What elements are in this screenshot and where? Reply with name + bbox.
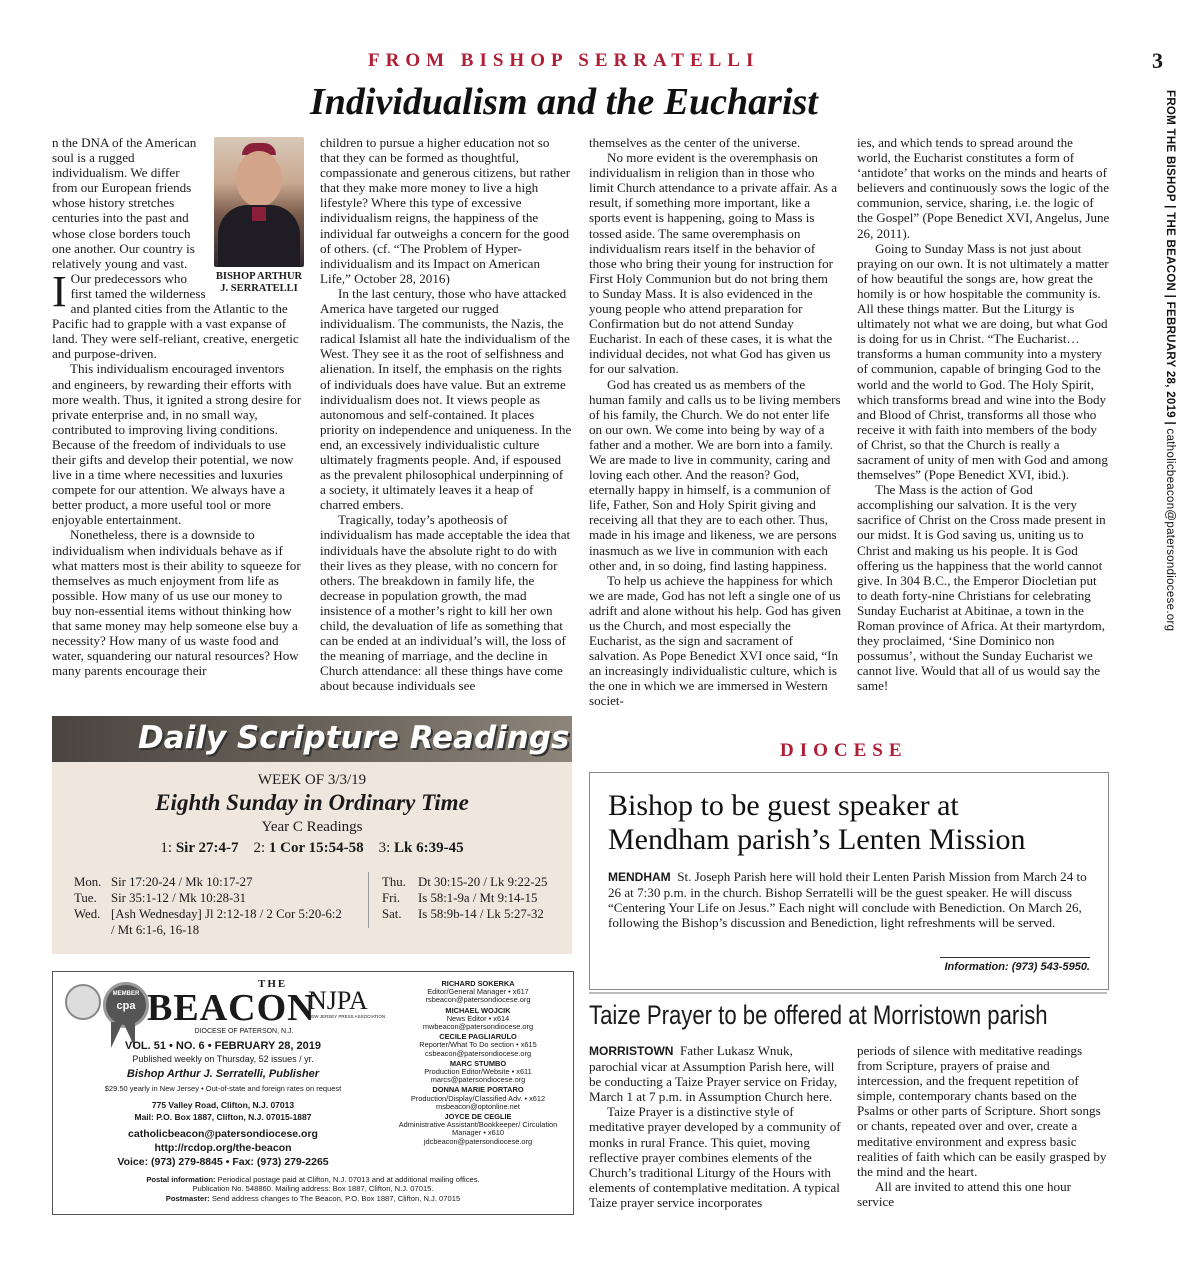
weekday-readings-left [74, 874, 364, 938]
taize-paragraph: MORRISTOWN Father Lukasz Wnuk, parochial vicar at Assumption Parish here, will be conducting a Taize Prayer service on Friday, March 1 at 7 p.m. in Assumption Church here. [589, 1043, 838, 1105]
article-paragraph: Going to Sunday Mass is not just about praying on our own. It is not ultimately a matter of how beautiful the songs are, how great the homily is or how hospitable the community is. All these things matter. But the Liturgy is ultimately not what we are doing, but what God is doing for us in Christ. “The Eucharist…transforms a human community into a mystery of communion, capable of bringing God to the world and the world to God. The Holy Spirit, which transforms bread and wine into the Body and Blood of Christ, transforms all those who receive it with faith into members of the body of Christ, so that the Church is really a sacrament of unity of men with God and among themselves” (Pope Benedict XVI, ibid.). [857, 240, 1109, 483]
article-headline: Individualism and the Eucharist [310, 81, 818, 123]
info-rule [940, 957, 1090, 958]
mendham-story-box [589, 772, 1109, 990]
member-badge-icon: MEMBER cpa [103, 982, 149, 1028]
masthead-publisher: Bishop Arthur J. Serratelli, Publisher [126, 1068, 320, 1080]
masthead-email[interactable]: catholicbeacon@patersondiocese.org [128, 1128, 318, 1140]
scripture-week: WEEK OF 3/3/19 [257, 772, 367, 788]
masthead-published: Published weekly on Thursday, 52 issues / yr. [132, 1054, 314, 1064]
article-paragraph: The Mass is the action of God accomplishing our salvation. It is the very sacrifice of Christ on the Cross made present in our midst. It is God saving us, uniting us to Christ and making us his people. It is God offering us the happiness that the world cannot give. In 304 B.C., the Emperor Diocletian put to death forty-nine Christians for celebrating Sunday Eucharist at Abitinae, a town in the Roman province of Africa. At their martyrdom, they proclaimed, ‘Sine Dominico non possumus’, without the Sunday Eucharist we cannot live. Would that all of us would say the same! [857, 482, 1106, 694]
reading-row: / Mt 6:1-6, 16-18 [111, 923, 200, 937]
mendham-headline-line1: Bishop to be guest speaker at [608, 789, 959, 822]
njpa-logo: NJPA [308, 986, 368, 1015]
staff-entry: CECILE PAGLIARULO Reporter/What To Do section • x615 csbeacon@patersondiocese.org [419, 1032, 537, 1058]
readings-divider [368, 872, 369, 928]
postal-info: Postal information: Periodical postage paid at Clifton, N.J. 07013 and at additional mailing offices. Publication No. 548860. Mailing address: Box 1887, Clifton, N.J. 07015. Postmaster: Send address changes to The Beacon, P.O. Box 1887, Clifton, N.J. 07015 [146, 1175, 480, 1203]
article-paragraph: I n the DNA of the American soul is a rugged individualism. We differ from our European friends whose history stretches centuries into the past and whose close borders touch one another. Our country is relatively young and vast. Our predecessors who first tamed the wilderness and planted cities from the Atlantic to the Pacific had to grapple with a vast expanse of land. They were self-reliant, creative, energetic and purpose-driven. [52, 135, 299, 362]
article-paragraph: themselves as the center of the universe. [589, 135, 801, 150]
staff-entry: MICHAEL WOJCIK News Editor • x614 mwbeacon@patersondiocese.org [422, 1005, 534, 1032]
staff-entry: RICHARD SOKERKA Editor/General Manager • x617 rsbeacon@patersondiocese.org [425, 979, 531, 1005]
sunday-readings: 1: Sir 27:4-7 2: 1 Cor 15:54-58 3: Lk 6:39-45 [160, 840, 464, 856]
drop-cap: I [52, 267, 67, 316]
article-paragraph: God has created us as members of the human family and calls us to be living members of his family, the Church. We do not enter life on our own. We come into being by way of a father and a mother. We are born into a family. We are made to live in community, caring and loving each other. And the reason? God, eternally happy in himself, is a communion of life, Father, Son and Holy Spirit giving and receiving all that they are to each other. Thus, made in his image and likeness, we are persons inasmuch as we live in communion with each other and, in so doing, find lasting happiness. [589, 376, 841, 573]
seal-icon [65, 984, 101, 1020]
mendham-info: Information: (973) 543-5950. [944, 961, 1090, 973]
masthead-diocese: DIOCESE OF PATERSON, N.J. [194, 1028, 294, 1035]
njpa-subtitle: NEW JERSEY PRESS ASSOCIATION [308, 1014, 386, 1019]
article-column-1 [52, 135, 304, 695]
article-column-4 [857, 135, 1110, 721]
masthead-volume: VOL. 51 • NO. 6 • FEBRUARY 28, 2019 [125, 1040, 321, 1052]
masthead-website[interactable]: http://rcdop.org/the-beacon [154, 1142, 292, 1154]
scripture-year: Year C Readings [261, 819, 363, 835]
reading-row: Sat. Is 58:9b-14 / Lk 5:27-32 [382, 907, 544, 921]
scripture-banner [52, 716, 572, 762]
section-divider [589, 992, 1107, 994]
side-tab-email[interactable]: catholicbeacon@patersondiocese.org [1164, 428, 1176, 632]
article-paragraph: No more evident is the overemphasis on individualism in religion than in those who limit Church attendance to a private affair. As a result, if something more important, like a sports event is happening, going to Mass is tossed aside. The same overemphasis on individualism rears itself in the behavior of those who bring their young for instruction for First Holy Communion but do not bring them to Sunday Mass. It is also evidenced in the young people who attend preparation for Confirmation but do not attend Sunday Eucharist. In each of these cases, it is what the individual decides, not what God has given us for our salvation. [589, 150, 838, 377]
taize-column-1 [589, 1043, 841, 1218]
section-side-tab [1150, 90, 1176, 650]
side-tab-section: FROM THE BISHOP | THE BEACON | FEBRUARY 28, 2019 | [1164, 90, 1176, 426]
staff-entry: MARC STUMBO Production Editor/Website • x611 marcs@patersondiocese.org [424, 1058, 532, 1085]
masthead-address2: Mail: P.O. Box 1887, Clifton, N.J. 07015-1887 [134, 1112, 312, 1122]
article-paragraph: To help us achieve the happiness for which we are made, God has not left a single one of us adrift and alone without his help. God has given us the Church, and most especially the Eucharist, as the sign and sacrament of salvation. As Pope Benedict XVI once said, “In an increasingly individualistic culture, which is the one in which we are immersed in Western societ- [589, 572, 841, 709]
reading-row: Tue. Sir 35:1-12 / Mk 10:28-31 [74, 891, 247, 905]
bishop-photo [214, 137, 304, 267]
reading-row: Mon. Sir 17:20-24 / Mk 10:17-27 [74, 875, 253, 889]
staff-entry: DONNA MARIE PORTARO Production/Display/Classified Adv. • x612 msbeacon@optonline.net [410, 1085, 546, 1111]
scripture-box [52, 762, 572, 954]
reading-row: Wed. [Ash Wednesday] Jl 2:12-18 / 2 Cor 5:20-6:2 [74, 907, 342, 921]
article-paragraph: children to pursue a higher education not so that they can be formed as thoughtful, compassionate and generous citizens, but rather that they make more money to live a high lifestyle? Where this type of excessive individualism reigns, the happiness of the individual far outweighs a concern for the good of others. (cf. “The Problem of Hyper-individualism and its Impact on American Life,” October 28, 2016) [320, 135, 571, 286]
article-paragraph: This individualism encouraged inventors and engineers, by rewarding their efforts with more wealth. Thus, it ignited a strong desire for private enterprise and, in no small way, contributed to improving living conditions. Because of the freedom of individuals to use their gifts and develop their potential, we now live in a time where necessities and luxuries compete for our attention. We always have a better product, a more useful tool or more enjoyable entertainment. [52, 361, 302, 528]
diocese-kicker: DIOCESE [780, 740, 908, 761]
taize-column-2 [857, 1043, 1109, 1218]
page-number: 3 [1152, 48, 1163, 73]
mendham-body: MENDHAM St. Joseph Parish here will hold their Lenten Parish Mission from March 24 to 26 at 7:30 p.m. in the church. Bishop Serratelli will be the guest speaker. He will discuss “Centering Your Life on Jesus.” Each night will conclude with Benediction. On March 26, following the Bishop’s discussion and Benediction, light refreshments will be served. [608, 869, 1087, 931]
masthead-title: BEACON [147, 987, 316, 1029]
reading-row: Fri. Is 58:1-9a / Mt 9:14-15 [382, 891, 538, 905]
beacon-masthead [52, 971, 574, 1215]
weekday-readings-right [382, 874, 572, 922]
taize-paragraph: Taize Prayer is a distinctive style of meditative prayer developed by a community of monks in rural France. This quiet, moving reflective prayer combines elements of the Church’s traditional Liturgy of the Hours with elements of contemplative meditation. A typical Taize prayer service incorporates [589, 1104, 841, 1210]
section-kicker: FROM BISHOP SERRATELLI [368, 50, 760, 71]
taize-paragraph: All are invited to attend this one hour service [857, 1178, 1071, 1209]
mendham-headline-line2: Mendham parish’s Lenten Mission [608, 823, 1026, 856]
masthead-the: THE [258, 978, 288, 990]
reading-row: Thu. Dt 30:15-20 / Lk 9:22-25 [382, 875, 548, 889]
article-column-2 [320, 135, 572, 695]
masthead-address1: 775 Valley Road, Clifton, N.J. 07013 [151, 1100, 295, 1110]
article-paragraph: Nonetheless, there is a downside to individualism when individuals behave as if what matters most is their ability to squeeze for themselves as much enjoyment from life as possible. How many of us use our money to buy non-essential items without thinking how that same money may help someone else buy a necessity? How many of us waste food and water, squandering our natural resources? How many parents encourage their [52, 527, 301, 679]
article-paragraph: ies, and which tends to spread around the world, the Eucharist constitutes a form of ‘antidote’ that works on the minds and hearts of believers and continuously sows the logic of the communion, service, sharing, i.e. the logic of the Gospel” (Pope Benedict XVI, Angelus, June 26, 2011). [857, 135, 1110, 241]
masthead-phone: Voice: (973) 279-8845 • Fax: (973) 279-2265 [117, 1156, 329, 1168]
staff-list [388, 980, 568, 1146]
scripture-sunday: Eighth Sunday in Ordinary Time [155, 790, 469, 815]
article-paragraph: Tragically, today’s apotheosis of individualism has made acceptable the idea that individuals have the absolute right to do with their lives as they please, with no concern for others. The breakdown in family life, the decrease in population growth, the mad insistence of a mother’s right to kill her own child, the devaluation of life as something that can be ended at an individual’s will, the loss of the meaning of marriage, and the decline in Church attendance: all these things have come about because individuals see [320, 512, 571, 694]
article-column-3 [589, 135, 841, 721]
masthead-rates: $29.50 yearly in New Jersey • Out-of-state and foreign rates on request [104, 1084, 342, 1093]
taize-headline: Taize Prayer to be offered at Morristown parish [589, 1000, 1048, 1030]
taize-paragraph: periods of silence with meditative readings from Scripture, prayers of praise and intercession, and the frequent repetition of simple, contemporary chants based on the Psalms or other parts of Scripture. Short songs or chants, repeated over and over, create a meditative environment and express basic realities of faith which can be easily grasped by the mind and the heart. [857, 1043, 1107, 1179]
scripture-banner-title: Daily Scripture Readings [138, 720, 570, 756]
staff-entry: JOYCE DE CEGLIE Administrative Assistant/Bookkeeper/ Circulation Manager • x610 jdcbeacon@patersondiocese.org [398, 1112, 558, 1146]
photo-caption: BISHOP ARTHUR J. SERRATELLI [215, 271, 303, 294]
article-paragraph: In the last century, those who have attacked America have targeted our rugged individualism. The communists, the Nazis, the radical Islamist all hate the individualism of the West. They see it as the root of selfishness and alienation. In itself, the emphasis on the rights of individuals does have value. But an extreme individualism does not. It views people as autonomous and self-contained. It places priority on independence and uniqueness. In the end, an excessively individualistic culture ultimately fragments people. And, if espoused as the prevalent philosophical underpinning of a society, it ultimately leaves it a heap of charred embers. [320, 285, 572, 513]
